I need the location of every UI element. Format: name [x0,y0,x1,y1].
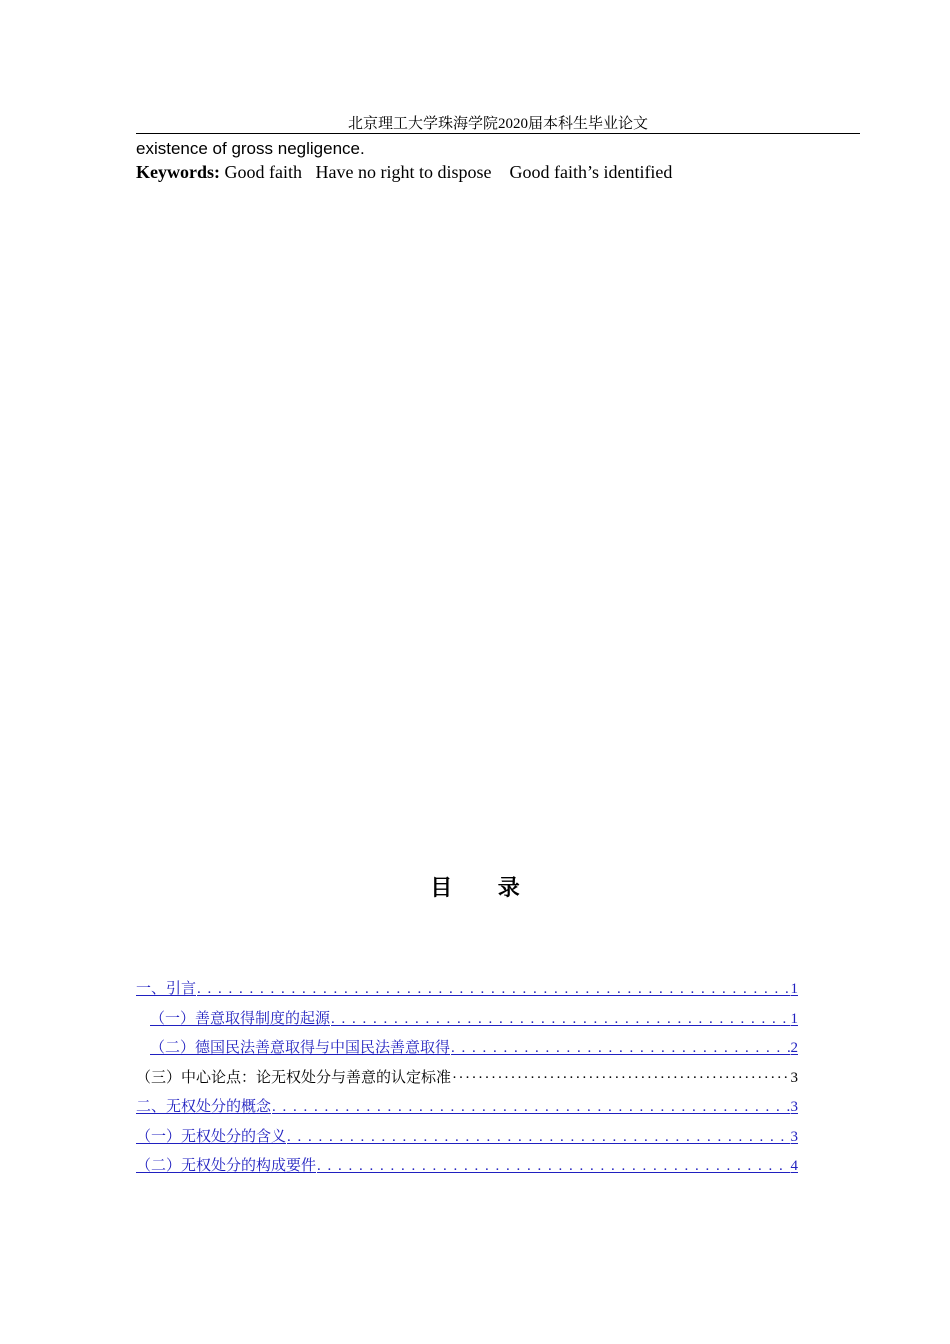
page-header: 北京理工大学珠海学院2020届本科生毕业论文 [347,116,648,132]
keywords-label: Keywords: [136,162,220,182]
toc-entry-page: 4 [790,1158,798,1174]
toc-leader-dots [287,1126,789,1148]
toc-leader-dots [197,978,789,1000]
toc-entry-label: （一）无权处分的含义 [136,1128,287,1145]
toc-entry-central-argument[interactable] [136,1067,798,1097]
toc-entry-page: 1 [790,1010,798,1027]
header-rule [136,133,860,134]
toc-leader-dots [331,1008,789,1030]
toc-entry-page: 1 [790,981,798,997]
toc-entry-label: （三）中心论点：论无权处分与善意的认定标准 [136,1069,452,1086]
table-of-contents [136,978,798,1185]
toc-title: 目 录 [430,875,540,900]
toc-entry-german-chinese[interactable] [136,1037,798,1067]
toc-leader-dots [451,1037,789,1059]
toc-entry-meaning[interactable] [136,1126,798,1156]
toc-entry-label: 二、无权处分的概念 [136,1099,272,1115]
toc-entry-label: （二）德国民法善意取得与中国民法善意取得 [150,1040,451,1056]
toc-entry-page: 3 [790,1128,798,1145]
toc-entry-page: 2 [790,1040,798,1056]
toc-entry-label: （二）无权处分的构成要件 [136,1158,317,1174]
toc-entry-introduction[interactable] [136,978,798,1008]
toc-leader-dots [317,1155,789,1177]
keywords-text: Good faith Have no right to dispose Good faith’s identified [220,162,673,182]
toc-entry-elements[interactable] [136,1155,798,1185]
abstract-text: existence of gross negligence. [136,139,365,158]
toc-leader-dots [452,1067,789,1089]
toc-entry-page: 3 [790,1069,798,1086]
toc-entry-page: 3 [790,1099,798,1115]
keywords-line [136,161,672,183]
toc-entry-concept[interactable] [136,1096,798,1126]
toc-entry-origin[interactable] [136,1008,798,1038]
toc-entry-label: （一）善意取得制度的起源 [150,1010,331,1027]
toc-leader-dots [272,1096,789,1118]
toc-entry-label: 一、引言 [136,981,197,997]
